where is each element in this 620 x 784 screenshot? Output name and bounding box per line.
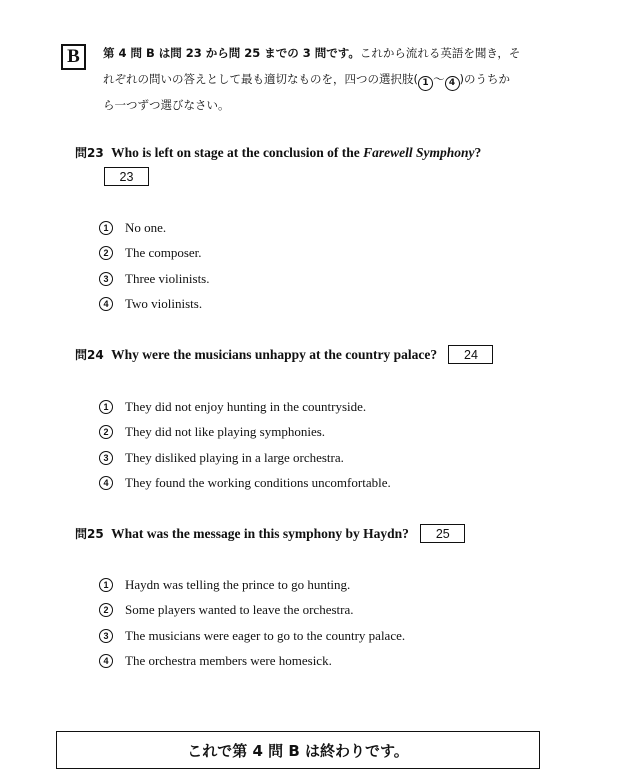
option: 3 Three violinists. [99,266,210,292]
option: 3 The musicians were eager to go to the country palace. [99,623,405,649]
options-23 [99,215,210,317]
question-24 [75,345,493,364]
option: 4 The orchestra members were homesick. [99,649,405,675]
option: 2 The composer. [99,241,210,267]
option: 1 They did not enjoy hunting in the countryside. [99,394,391,420]
question-number: 問23 [75,146,104,160]
option-number: 2 [99,425,113,439]
question-number: 問24 [75,348,104,362]
section-letter-box: B [61,44,86,70]
range-start-number: 1 [418,76,433,91]
option-number: 2 [99,603,113,617]
option-number: 4 [99,476,113,490]
option-number: 1 [99,400,113,414]
option: 4 Two violinists. [99,292,210,318]
instructions [103,40,563,118]
options-24 [99,394,391,496]
option: 1 Haydn was telling the prince to go hunting. [99,572,405,598]
option-number: 3 [99,629,113,643]
options-25 [99,572,405,674]
instructions-line-1: 第 4 問 B は問 23 から問 25 までの 3 問です。これから流れる英語を聞き，そ [103,46,521,60]
question-text: Why were the musicians unhappy at the country palace? [111,347,438,362]
end-of-section-notice: これで第 4 問 B は終わりです。 [56,731,540,769]
option-number: 2 [99,246,113,260]
answer-box-25: 25 [420,524,465,543]
option: 1 No one. [99,215,210,241]
question-25 [75,524,465,543]
instructions-line-3: ら一つずつ選びなさい。 [103,98,230,112]
instructions-line-2: れぞれの問いの答えとして最も適切なものを，四つの選択肢( 1 ～ 4 )のうちか [103,66,563,92]
option-number: 3 [99,451,113,465]
option: 2 Some players wanted to leave the orchestra. [99,598,405,624]
option-number: 1 [99,221,113,235]
answer-box-24: 24 [448,345,493,364]
option-number: 4 [99,297,113,311]
question-text: What was the message in this symphony by Haydn? [111,526,409,541]
option-number: 1 [99,578,113,592]
question-23 [75,144,481,161]
answer-box-23: 23 [104,167,149,186]
option: 2 They did not like playing symphonies. [99,420,391,446]
option: 4 They found the working conditions uncomfortable. [99,471,391,497]
range-end-number: 4 [445,76,460,91]
option: 3 They disliked playing in a large orchestra. [99,445,391,471]
question-text: Who is left on stage at the conclusion of the Farewell Symphony? [111,145,482,160]
question-number: 問25 [75,527,104,541]
option-number: 4 [99,654,113,668]
option-number: 3 [99,272,113,286]
